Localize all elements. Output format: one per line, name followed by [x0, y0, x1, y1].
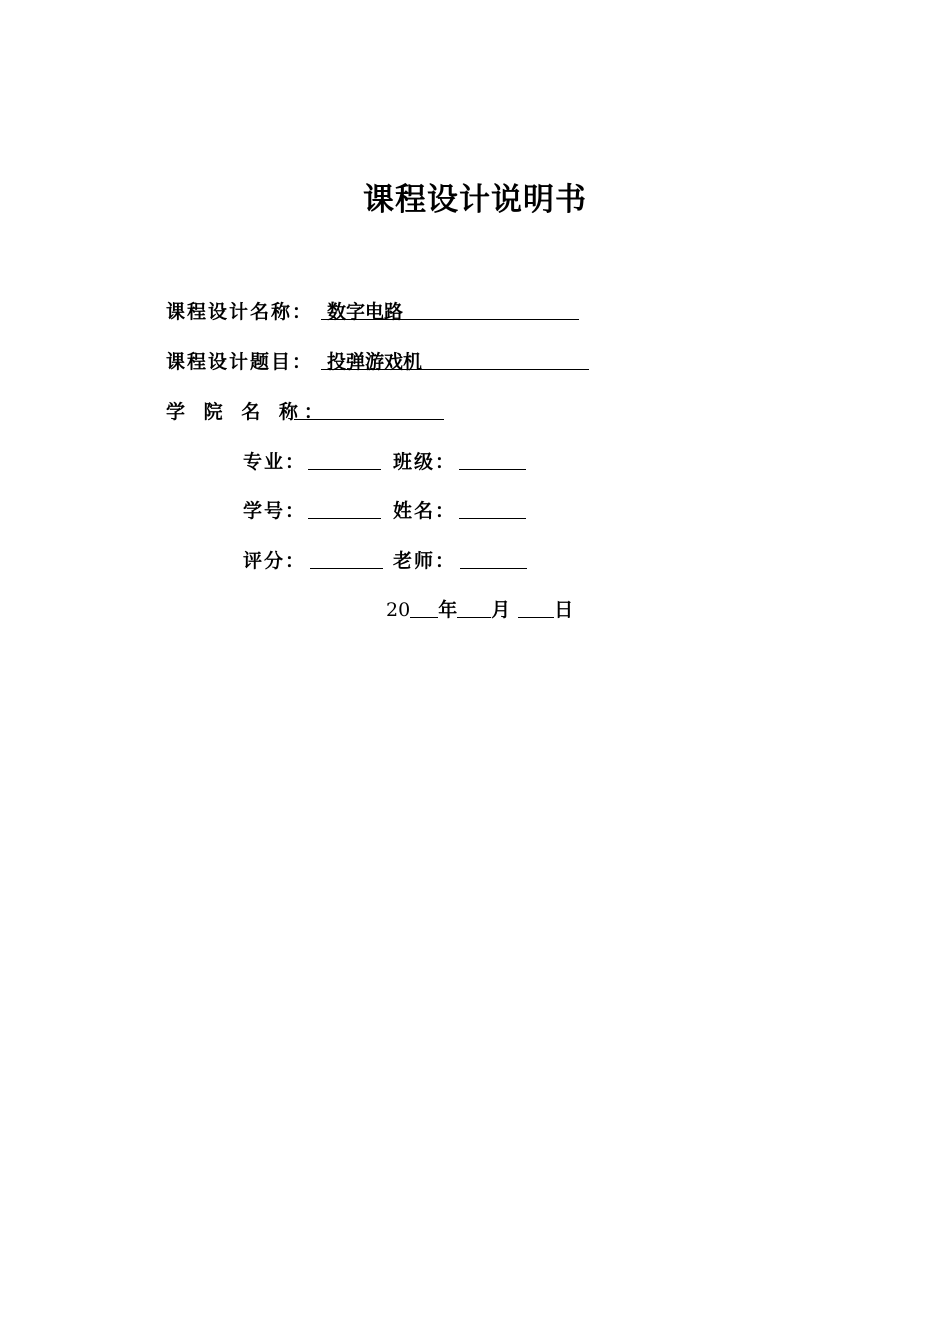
course-topic-row [166, 348, 596, 376]
class-field[interactable] [459, 448, 526, 470]
major-field[interactable] [308, 448, 381, 470]
course-name-field[interactable]: 数字电路 [321, 298, 579, 320]
class-label: 班级： [393, 451, 457, 473]
teacher-label: 老师： [393, 550, 457, 572]
month-blank[interactable] [457, 596, 491, 618]
score-teacher-row [243, 547, 533, 575]
college-row [166, 398, 456, 426]
month-unit: 月 [491, 599, 511, 621]
major-class-row [243, 448, 533, 476]
year-prefix: 20 [386, 599, 411, 621]
year-blank[interactable] [410, 596, 438, 618]
id-name-row [243, 497, 533, 525]
course-name-row [166, 298, 586, 326]
course-topic-field[interactable]: 投弹游戏机 [321, 348, 589, 370]
college-field[interactable] [294, 398, 444, 420]
college-label: 学 院 名 称： [166, 401, 329, 423]
document-title: 课程设计说明书 [363, 182, 587, 218]
year-unit: 年 [438, 599, 458, 621]
major-label: 专业： [243, 451, 307, 473]
student-id-field[interactable] [308, 497, 381, 519]
day-blank[interactable] [518, 596, 554, 618]
course-topic-label: 课程设计题目： [166, 351, 314, 373]
score-label: 评分： [243, 550, 307, 572]
name-field[interactable] [459, 497, 526, 519]
score-field[interactable] [310, 547, 383, 569]
name-label: 姓名： [393, 500, 457, 522]
student-id-label: 学号： [243, 500, 307, 522]
day-unit: 日 [554, 599, 574, 621]
course-name-label: 课程设计名称： [166, 301, 314, 323]
date-line [386, 596, 573, 624]
teacher-field[interactable] [460, 547, 527, 569]
